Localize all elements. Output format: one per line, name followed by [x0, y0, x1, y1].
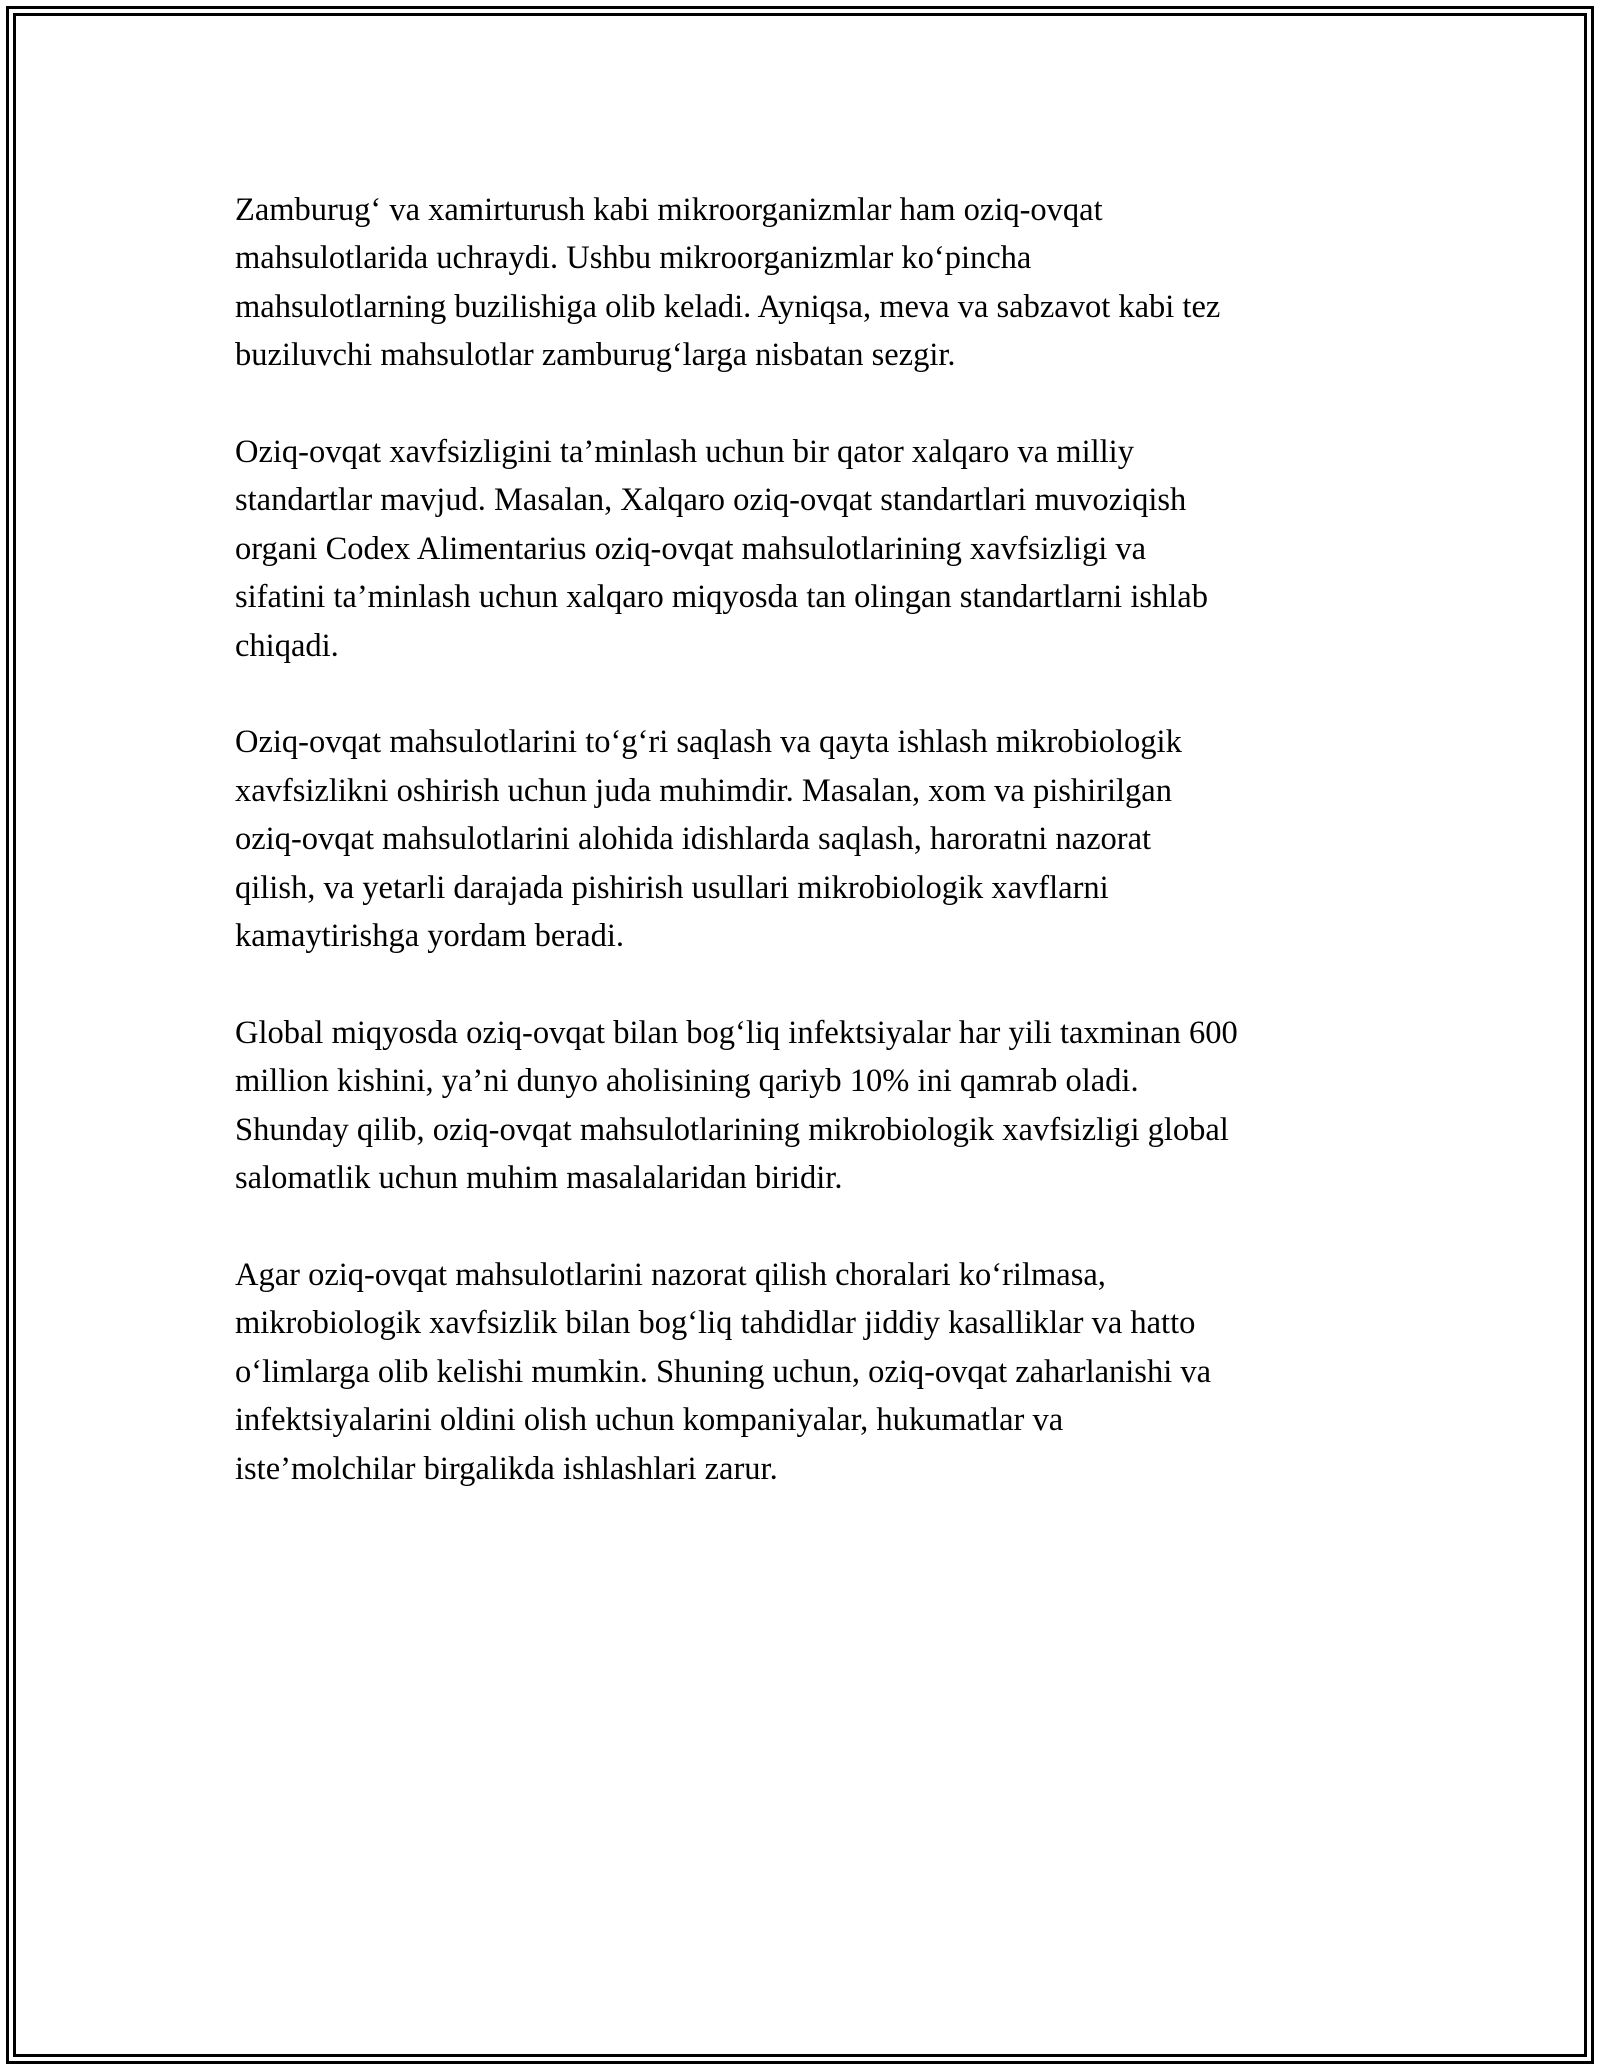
paragraph-5: Agar oziq-ovqat mahsulotlarini nazorat qilish choralari ko‘rilmasa, mikrobiologik xavfsizlik bilan bog‘liq tahdidlar jiddiy kasalliklar va hatto o‘limlarga olib kelishi mumkin. Shuning uchun, oziq-ovqat zaharlanishi va infektsiyalarini oldini olish uchun kompaniyalar, hukumatlar va iste’molchilar birgalikda ishlashlari zarur.: [235, 1256, 1212, 1487]
paragraph-3: Oziq-ovqat mahsulotlarini to‘g‘ri saqlash va qayta ishlash mikrobiologik xavfsizlikni oshirish uchun juda muhimdir. Masalan, xom va pishirilgan oziq-ovqat mahsulotlarini alohida idishlarda saqlash, haroratni nazorat qilish, va yetarli darajada pishirish usullari mikrobiologik xavflarni kamaytirishga yordam beradi.: [235, 724, 1182, 955]
document-body: [235, 186, 1385, 1541]
paragraph-2: Oziq-ovqat xavfsizligini ta’minlash uchun bir qator xalqaro va milliy standartlar mavjud. Masalan, Xalqaro oziq-ovqat standartlari muvoziqish organi Codex Alimentarius oziq-ovqat mahsulotlarining xavfsizligi va sifatini ta’minlash uchun xalqaro miqyosda tan olingan standartlarni ishlab chiqadi.: [235, 434, 1208, 664]
paragraph-4: Global miqyosda oziq-ovqat bilan bog‘liq infektsiyalar har yili taxminan 600 million kishini, ya’ni dunyo aholisining qariyb 10% ini qamrab oladi. Shunday qilib, oziq-ovqat mahsulotlarining mikrobiologik xavfsizligi global salomatlik uchun muhim masalalaridan biridir.: [235, 1014, 1238, 1197]
paragraph-1: Zamburug‘ va xamirturush kabi mikroorganizmlar ham oziq-ovqat mahsulotlarida uchraydi. Ushbu mikroorganizmlar ko‘pincha mahsulotlarning buzilishiga olib keladi. Ayniqsa, meva va sabzavot kabi tez buziluvchi mahsulotlar zamburug‘larga nisbatan sezgir.: [235, 192, 1221, 374]
